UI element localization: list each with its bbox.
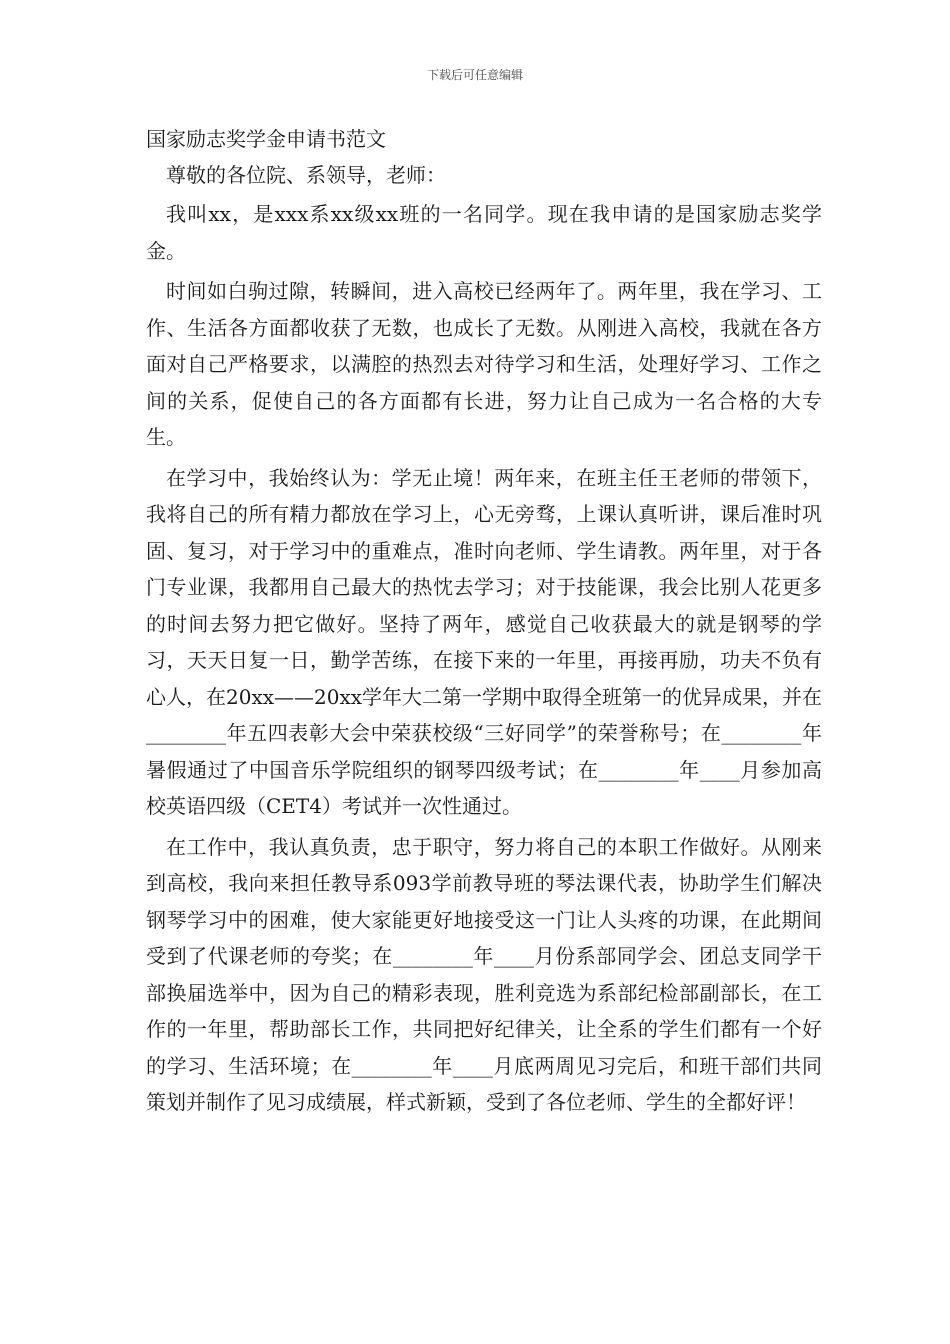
header-note: 下载后可任意编辑 bbox=[426, 68, 523, 82]
paragraph-work: 在工作中，我认真负责，忠于职守，努力将自己的本职工作做好。从刚来到高校，我向来担任教导系093学前教导班的琴法课代表，协助学生们解决钢琴学习中的困难，使大家能更好地接受这一门让人头疼的功课，在此期间受到了代课老师的夸奖；在________年____月份系部同学会、团总支同学干部换届选举中，因为自己的精彩表现，胜利竞选为系部纪检部副部长，在工作的一年里，帮助部长工作，共同把好纪律关，让全系的学生们都有一个好的学习、生活环境；在________年____月底两周见习完后，和班干部们共同策划并制作了见习成绩展，样式新颖，受到了各位老师、学生的全都好评！ bbox=[146, 834, 822, 1114]
paragraph-study: 在学习中，我始终认为：学无止境！两年来，在班主任王老师的带领下，我将自己的所有精力都放在学习上，心无旁骛，上课认真听讲，课后准时巩固、复习，对于学习中的重难点，准时向老师、学生请教。两年里，对于各门专业课，我都用自己最大的热忱去学习；对于技能课，我会比别人花更多的时间去努力把它做好。坚持了两年，感觉自己收获最大的就是钢琴的学习，天天日复一日，勤学苦练，在接下来的一年里，再接再励，功夫不负有心人，在20xx——20xx学年大二第一学期中取得全班第一的优异成果，并在________年五四表彰大会中荣获校级“三好同学”的荣誉称号；在________年暑假通过了中国音乐学院组织的钢琴四级考试；在________年____月参加高校英语四级（CET4）考试并一次性通过。 bbox=[146, 465, 823, 818]
paragraph-overview: 时间如白驹过隙，转瞬间，进入高校已经两年了。两年里，我在学习、工作、生活各方面都收获了无数，也成长了无数。从刚进入高校，我就在各方面对自己严格要求，以满腔的热烈去对待学习和生活，处理好学习、工作之间的关系，促使自己的各方面都有长进，努力让自己成为一名合格的大专生。 bbox=[146, 279, 822, 449]
salutation: 尊敬的各位院、系领导，老师： bbox=[166, 163, 446, 187]
paragraph-intro: 我叫xx，是xxx系xx级xx班的一名同学。现在我申请的是国家励志奖学金。 bbox=[146, 202, 822, 263]
document-body bbox=[146, 158, 822, 1125]
document-title: 国家励志奖学金申请书范文 bbox=[146, 127, 386, 151]
